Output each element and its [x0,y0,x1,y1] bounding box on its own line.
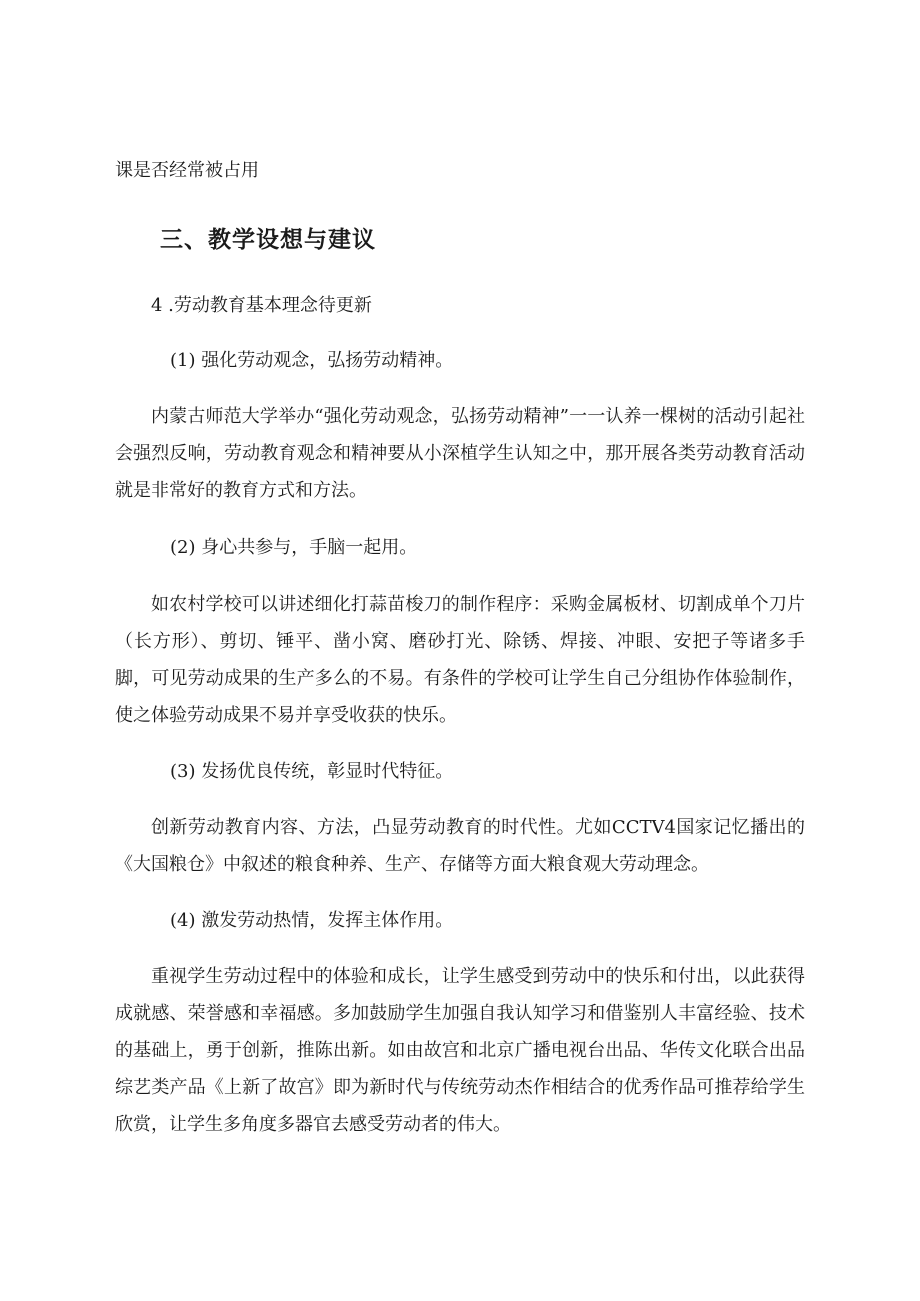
item-body-3: 创新劳动教育内容、方法，凸显劳动教育的时代性。尤如CCTV4国家记忆播出的《大国粮仓》中叙述的粮食种养、生产、存储等方面大粮食观大劳动理念。 [115,817,805,875]
section-title: 三、教学设想与建议 [160,226,376,253]
item-heading-3: (3) 发扬优良传统，彰显时代特征。 [170,761,454,782]
item-heading-2: (2) 身心共参与，手脑一起用。 [170,537,418,558]
item-heading-1: (1) 强化劳动观念，弘扬劳动精神。 [170,350,454,371]
subsection-heading: 4 .劳动教育基本理念待更新 [151,295,372,316]
item-body-2: 如农村学校可以讲述细化打蒜苗梭刀的制作程序：采购金属板材、切割成单个刀片（长方形）、剪切、锤平、凿小窝、磨砂打光、除锈、焊接、冲眼、安把子等诸多手脚，可见劳动成果的生产多么的不易。有条件的学校可让学生自己分组协作体验制作，使之体验劳动成果不易并享受收获的快乐。 [115,594,805,726]
item-body-4: 重视学生劳动过程中的体验和成长，让学生感受到劳动中的快乐和付出，以此获得成就感、荣誉感和幸福感。多加鼓励学生加强自我认知学习和借鉴别人丰富经验、技术的基础上，勇于创新，推陈出新。如由故宫和北京广播电视台出品、华传文化联合出品综艺类产品《上新了故宫》即为新时代与传统劳动杰作相结合的优秀作品可推荐给学生欣赏，让学生多角度多器官去感受劳动者的伟大。 [115,966,805,1135]
continuation-text: 课是否经常被占用 [115,160,259,181]
item-body-1: 内蒙古师范大学举办“强化劳动观念，弘扬劳动精神”一一认养一棵树的活动引起社会强烈反响，劳动教育观念和精神要从小深植学生认知之中，那开展各类劳动教育活动就是非常好的教育方式和方法。 [115,406,805,501]
item-heading-4: (4) 激发劳动热情，发挥主体作用。 [170,910,454,931]
